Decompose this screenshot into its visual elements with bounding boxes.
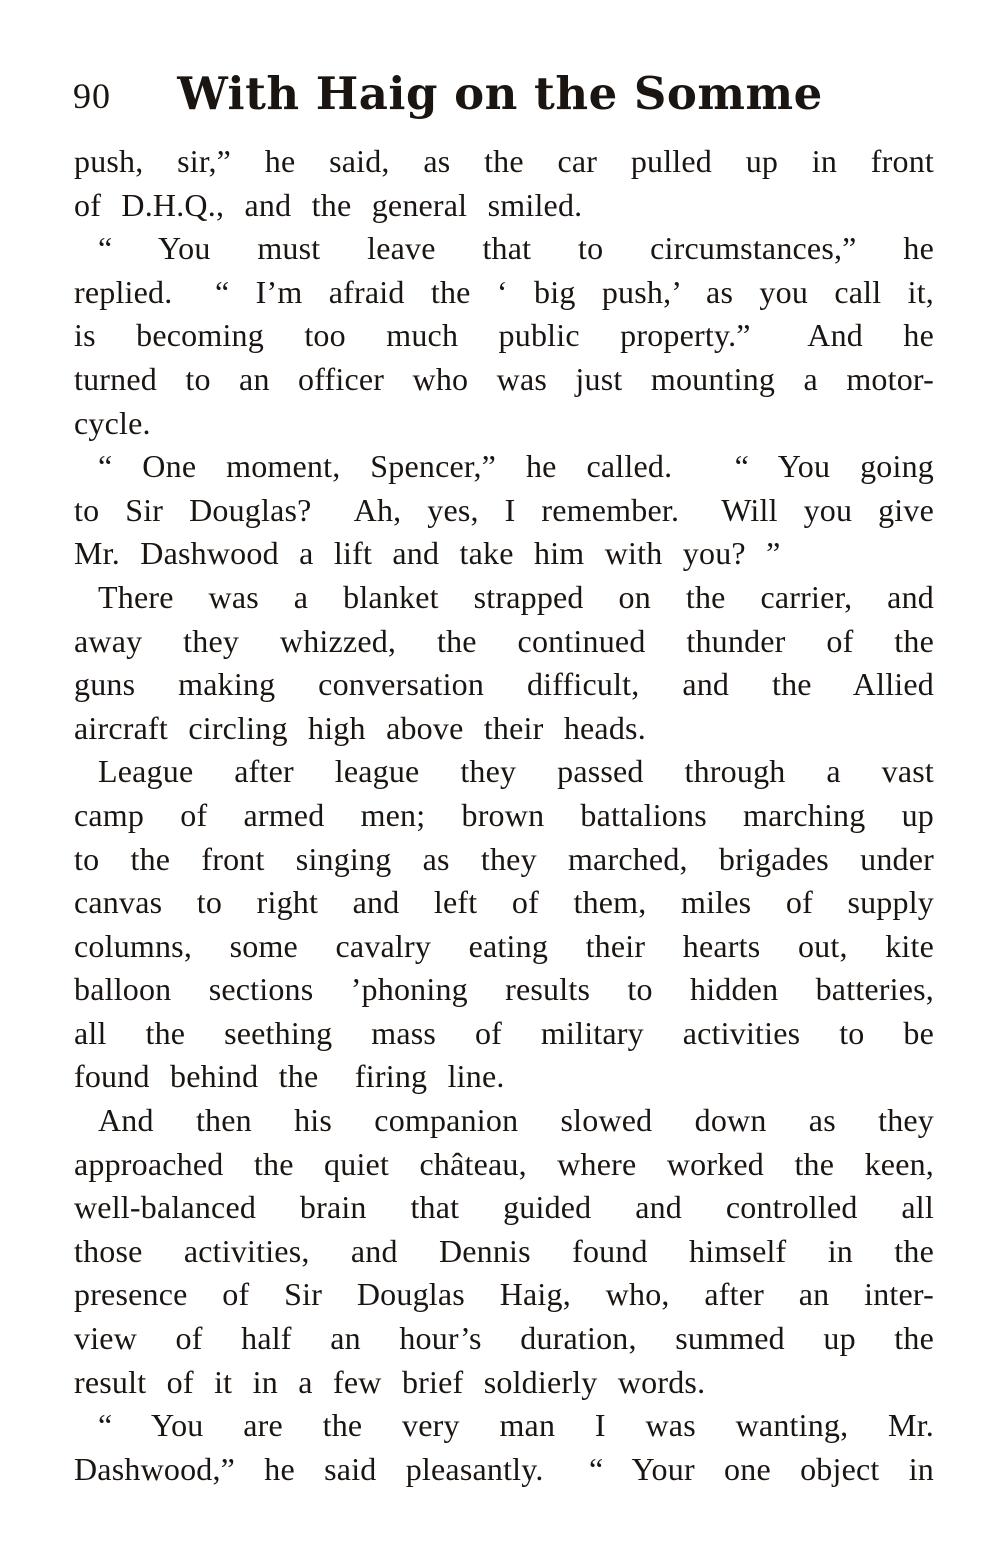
text-line: presence of Sir Douglas Haig, who, after an inter-: [74, 1276, 934, 1313]
page-header: [0, 0, 1000, 130]
page-number: 90: [73, 76, 111, 116]
text-line: There was a blanket strapped on the carrier, and: [98, 578, 934, 615]
text-line: found behind the firing line.: [74, 1058, 505, 1095]
text-line: Dashwood,” he said pleasantly. “ Your one object in: [74, 1450, 934, 1487]
paragraph: [74, 576, 934, 750]
text-line: is becoming too much public property.” And he: [74, 317, 934, 354]
paragraph: [74, 1099, 934, 1404]
paragraph: [74, 227, 934, 445]
text-line: cycle.: [74, 404, 151, 441]
text-line: balloon sections ’phoning results to hidden batteries,: [74, 971, 934, 1008]
text-line: approached the quiet château, where worked the keen,: [74, 1145, 934, 1182]
text-line: all the seething mass of military activities to be: [74, 1014, 934, 1051]
text-line: view of half an hour’s duration, summed up the: [74, 1320, 934, 1357]
page-body: [0, 130, 1000, 1491]
text-line: “ You are the very man I was wanting, Mr.: [98, 1407, 934, 1444]
running-title: With Haig on the Somme: [177, 67, 823, 120]
text-line: And then his companion slowed down as they: [98, 1102, 934, 1139]
text-line: aircraft circling high above their heads.: [74, 709, 646, 746]
text-line: of D.H.Q., and the general smiled.: [74, 186, 583, 223]
text-line: columns, some cavalry eating their hearts out, kite: [74, 927, 934, 964]
text-line: well-balanced brain that guided and controlled all: [74, 1189, 934, 1226]
paragraph: [74, 140, 934, 227]
text-line: turned to an officer who was just mounting a motor-: [74, 360, 934, 397]
text-line: “ One moment, Spencer,” he called. “ You going: [98, 448, 934, 485]
text-line: away they whizzed, the continued thunder of the: [74, 622, 934, 659]
text-line: canvas to right and left of them, miles of supply: [74, 884, 934, 921]
paragraph: [74, 1404, 934, 1491]
text-line: push, sir,” he said, as the car pulled up in front: [74, 143, 934, 179]
text-line: those activities, and Dennis found himself in the: [74, 1232, 934, 1269]
text-line: “ You must leave that to circumstances,” he: [98, 230, 934, 267]
text-line: replied. “ I’m afraid the ‘ big push,’ as you call it,: [74, 273, 934, 310]
text-line: guns making conversation difficult, and the Allied: [74, 666, 934, 703]
text-line: Mr. Dashwood a lift and take him with you? ”: [74, 535, 781, 572]
paragraph: [74, 750, 934, 1099]
text-line: result of it in a few brief soldierly words.: [74, 1363, 706, 1400]
text-line: League after league they passed through a vast: [98, 753, 934, 790]
paragraph: [74, 445, 934, 576]
text-line: to Sir Douglas? Ah, yes, I remember. Will you give: [74, 491, 934, 528]
text-line: to the front singing as they marched, brigades under: [74, 840, 934, 877]
text-line: camp of armed men; brown battalions marching up: [74, 796, 934, 833]
